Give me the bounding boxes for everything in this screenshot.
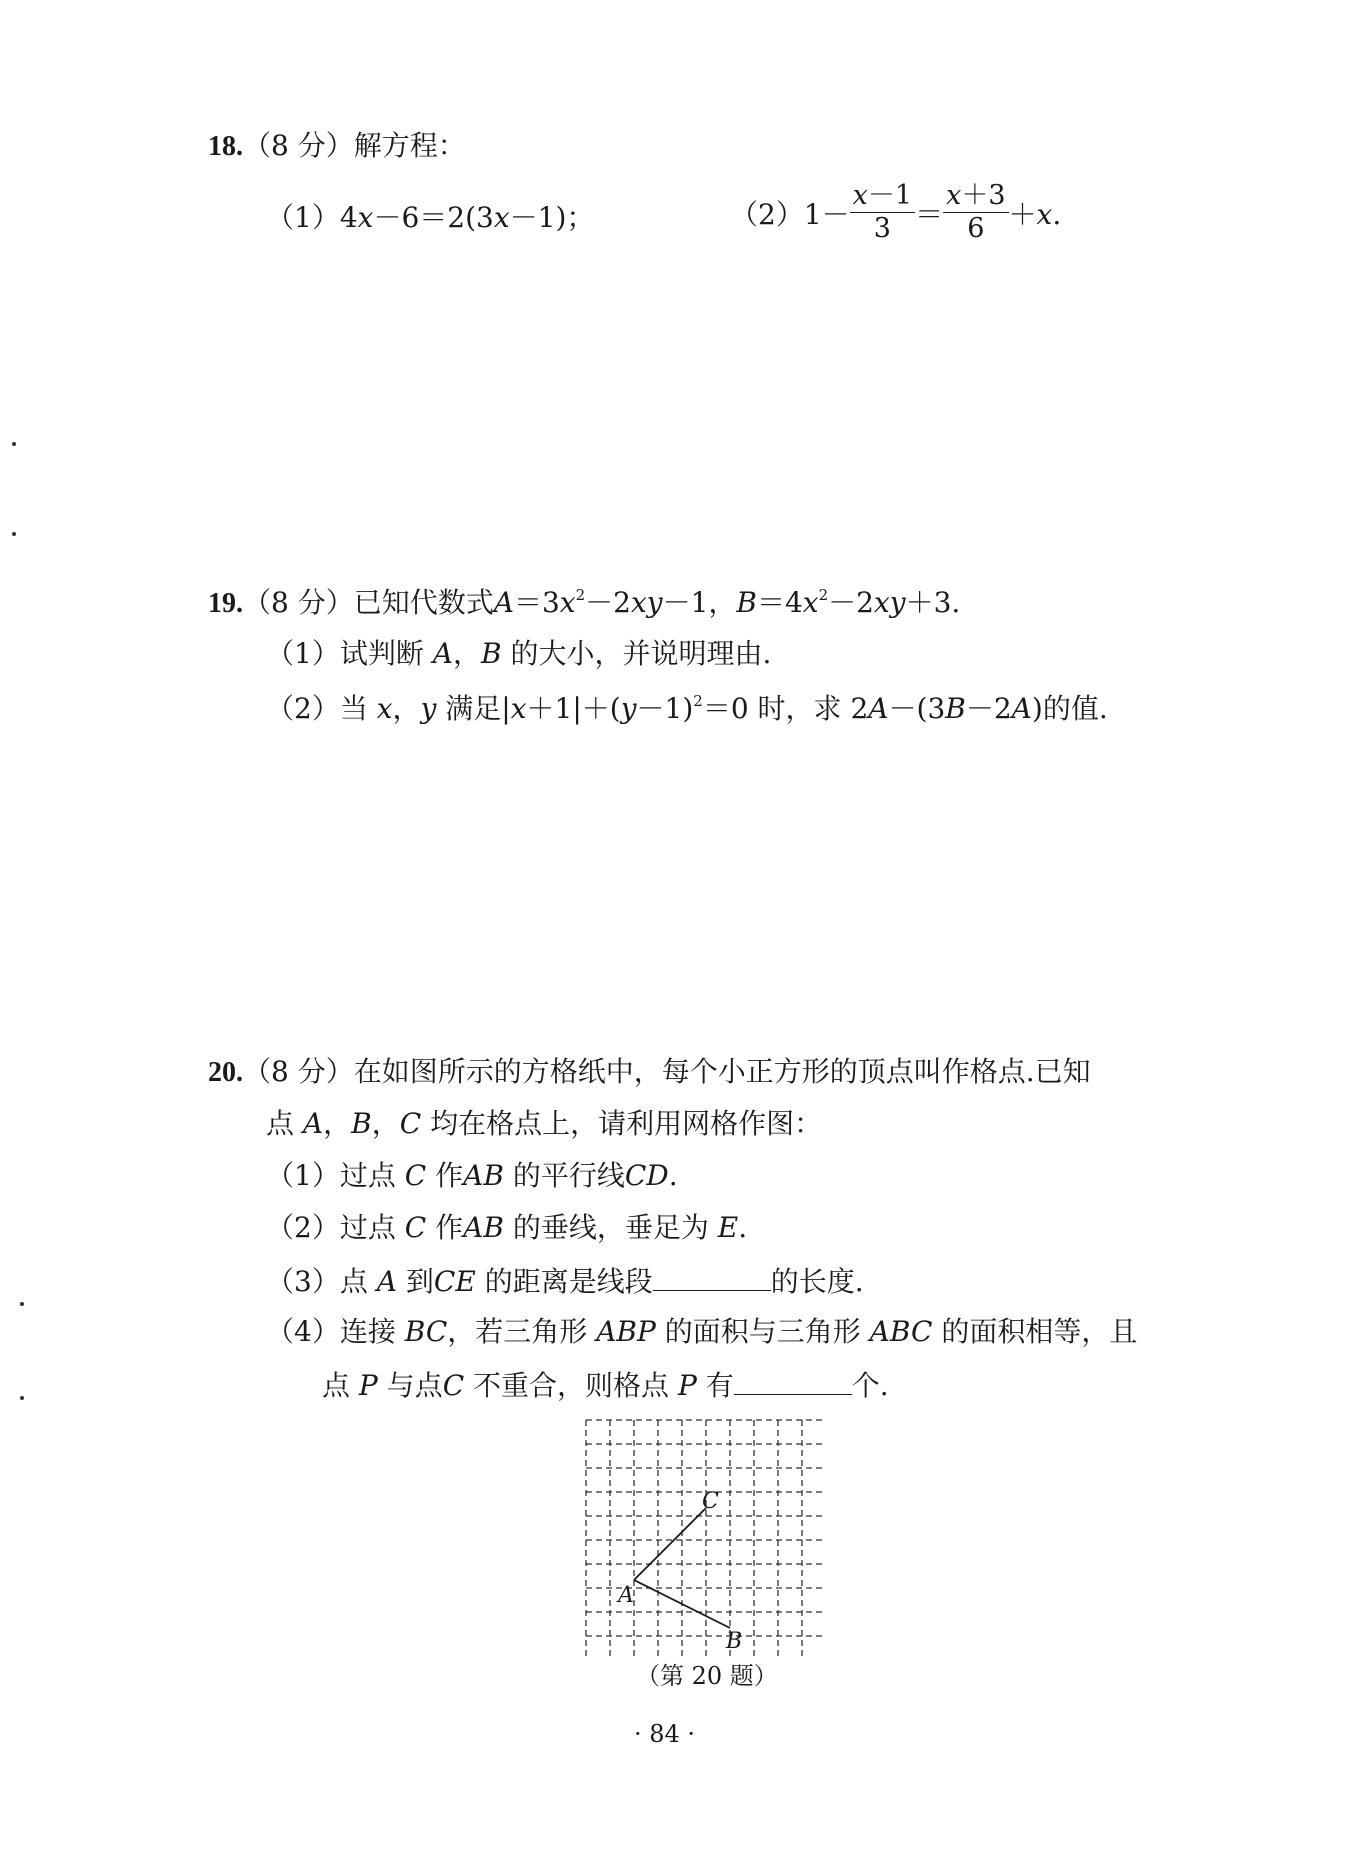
q20-part4-P2: P [677, 1369, 697, 1402]
q19-part2-sq: 2 [693, 692, 703, 710]
q19-part2-x2: x [510, 692, 527, 725]
q19-part2-sep: ， [392, 692, 421, 725]
q19-part2-label: （2） [266, 692, 340, 725]
q19-part2-t6: －(3 [888, 692, 946, 725]
q20-part1-t3: 的平行线 [512, 1159, 625, 1192]
q20-part3-label: （3） [266, 1265, 340, 1298]
q20-part1-t2: 作 [435, 1159, 464, 1192]
q20-part1-t1: 过点 [339, 1159, 396, 1192]
q19-part2-A2: A [1011, 692, 1032, 725]
q20-part4-t2: ，若三角形 [447, 1315, 588, 1348]
q18-part2-frac2-denominator: 6 [967, 213, 985, 245]
q18-intro: （8 分）解方程： [243, 129, 466, 162]
grid-lines [586, 1420, 822, 1656]
q20-line2 [266, 1107, 823, 1140]
q18-part2 [730, 182, 1061, 248]
scan-speck [12, 532, 16, 536]
q20-line2-s2: ， [371, 1107, 400, 1140]
q19-part1 [266, 637, 772, 670]
q18-part1-eq-a: 4 [339, 201, 358, 234]
q19-part2-t3: ＋1|＋( [526, 692, 621, 725]
q20-part4-answer-blank[interactable] [734, 1370, 852, 1395]
q19-A-eq: ＝3 [513, 586, 560, 619]
q20-figure-caption: （第 20 题） [636, 1662, 778, 1690]
q19-part1-t2: 的大小，并说明理由. [510, 637, 772, 670]
q20-line2-B: B [351, 1107, 372, 1140]
q19-part1-sep: ， [452, 637, 481, 670]
q20-grid-figure [582, 1416, 822, 1656]
q20-part1-label: （1） [266, 1159, 340, 1192]
q20-part3-answer-blank[interactable] [653, 1266, 771, 1291]
q19-heading [208, 588, 960, 618]
q20-part1-t4: . [668, 1159, 678, 1192]
scan-speck [20, 1302, 24, 1306]
q19-B-sq: 2 [818, 586, 829, 604]
q18-part2-frac2-var: x [946, 180, 962, 211]
q20-part4-ABP: ABP [596, 1315, 656, 1348]
q19-A-xy: xy [630, 586, 663, 619]
scan-speck [20, 1396, 24, 1400]
q19-B-end: ＋3. [905, 586, 961, 619]
q20-part2-AB: AB [463, 1211, 504, 1244]
q20-heading [208, 1055, 1091, 1088]
q20-line2-t1: 点 [266, 1107, 295, 1140]
q20-part4-t8: 有 [705, 1369, 734, 1402]
q20-part1-C: C [404, 1159, 427, 1192]
q20-line2-A: A [302, 1107, 324, 1140]
q19-part2-A: A [868, 692, 889, 725]
q19-part2-y: y [420, 692, 437, 725]
q20-part4-t3: 的面积与三角形 [664, 1315, 861, 1348]
q20-part4-t7: 不重合，则格点 [473, 1369, 670, 1402]
q18-part2-label: （2） [730, 197, 804, 231]
q19-part2 [266, 694, 1108, 723]
q19-intro: （8 分）已知代数式 [243, 586, 494, 619]
q20-part4-ABC: ABC [869, 1315, 933, 1348]
q18-part2-frac1-numerator [850, 180, 915, 213]
q18-part1 [266, 201, 595, 234]
q18-part1-eq-b: －6＝2(3 [373, 201, 494, 234]
q20-part4-P: P [358, 1369, 378, 1402]
scan-speck [12, 442, 16, 446]
point-label-A: A [618, 1583, 634, 1608]
point-label-B: B [726, 1629, 743, 1654]
q18-part2-equals: ＝ [915, 197, 944, 231]
segment-AC [634, 1508, 706, 1580]
q20-part3-t3: 的距离是线段 [484, 1265, 653, 1298]
q19-B-m: －2 [828, 586, 874, 619]
q20-part4-t5: 点 [322, 1369, 351, 1402]
q20-part3 [266, 1266, 864, 1296]
q20-part4-t4: 的面积相等，且 [941, 1315, 1138, 1348]
page-number: · 84 · [634, 1720, 696, 1748]
q19-number: 19. [208, 588, 243, 619]
q19-part1-A: A [432, 637, 453, 670]
q19-part2-t2: 满足| [445, 692, 511, 725]
q20-part4-t6: 与点 [386, 1369, 443, 1402]
q18-part2-frac1-rest: －1 [867, 180, 913, 211]
q20-part3-CE: CE [433, 1265, 476, 1298]
q20-part4-C: C [442, 1369, 465, 1402]
q20-part4-BC: BC [404, 1315, 448, 1348]
q19-A-sq: 2 [575, 586, 586, 604]
q18-part2-fraction-2 [943, 180, 1008, 246]
q20-part2-E: E [717, 1211, 739, 1244]
q18-part2-frac1-var: x [852, 180, 868, 211]
q19-B-xy: xy [873, 586, 906, 619]
q20-part2-t4: . [738, 1211, 748, 1244]
q20-part4-label: （4） [266, 1315, 340, 1348]
q18-part1-eq-x1: x [357, 201, 374, 234]
q18-part2-tail-end: . [1052, 197, 1062, 231]
q19-part2-t8: )的值. [1031, 692, 1108, 725]
q18-part2-frac1-denominator: 3 [873, 213, 891, 245]
q20-part2-t3: 的垂线，垂足为 [512, 1211, 709, 1244]
q20-part2-t1: 过点 [339, 1211, 396, 1244]
q19-part1-B: B [481, 637, 502, 670]
q20-part2 [266, 1211, 748, 1244]
q19-part2-t5: ＝0 时，求 2 [702, 692, 869, 725]
q19-part2-t4: －1) [636, 692, 694, 725]
q19-B-x: x [802, 586, 819, 619]
q20-part2-C: C [404, 1211, 427, 1244]
q19-part2-t7: －2 [965, 692, 1012, 725]
q20-part3-t1: 点 [339, 1265, 368, 1298]
q19-A-x: x [559, 586, 576, 619]
q20-number: 20. [208, 1057, 243, 1088]
q20-part3-A: A [376, 1265, 397, 1298]
q18-part1-label: （1） [266, 201, 340, 234]
q20-part1 [266, 1159, 678, 1192]
q19-part1-label: （1） [266, 637, 340, 670]
q20-intro: （8 分）在如图所示的方格纸中，每个小正方形的顶点叫作格点.已知 [243, 1055, 1091, 1088]
q18-part2-frac2-numerator [943, 180, 1008, 213]
q18-part2-lead: 1－ [803, 197, 850, 231]
q19-part2-y2: y [620, 692, 637, 725]
q19-A-end: －1， [662, 586, 737, 619]
q19-var-B: B [736, 586, 757, 619]
q19-part2-t1: 当 [339, 692, 368, 725]
q18-part1-eq-x2: x [493, 201, 510, 234]
q20-part3-t2: 到 [405, 1265, 434, 1298]
q18-part2-frac2-rest: ＋3 [961, 180, 1006, 211]
q20-part4-line2 [322, 1370, 889, 1400]
q18-part2-tail-var: x [1036, 197, 1053, 231]
q19-part2-B: B [945, 692, 966, 725]
q19-part1-t1: 试判断 [339, 637, 424, 670]
q19-var-A: A [493, 586, 514, 619]
q20-part4-t9: 个. [851, 1369, 889, 1402]
q18-heading [208, 129, 466, 162]
q20-part3-t4: 的长度. [770, 1265, 864, 1298]
q19-B-eq: ＝4 [756, 586, 803, 619]
q18-number: 18. [208, 131, 243, 162]
q20-line2-C: C [399, 1107, 422, 1140]
point-label-C: C [702, 1489, 719, 1514]
q20-part2-label: （2） [266, 1211, 340, 1244]
q19-A-m: －2 [585, 586, 631, 619]
q20-line2-t2: 均在格点上，请利用网格作图： [430, 1107, 823, 1140]
q18-part1-eq-c: －1)； [509, 201, 595, 234]
q19-part2-x: x [376, 692, 393, 725]
q20-part2-t2: 作 [435, 1211, 464, 1244]
q20-part4-t1: 连接 [339, 1315, 396, 1348]
q20-line2-s1: ， [323, 1107, 352, 1140]
q20-part1-AB: AB [463, 1159, 504, 1192]
q18-part2-tail-op: ＋ [1008, 197, 1037, 231]
q20-part1-CD: CD [624, 1159, 669, 1192]
q20-part4-line1 [266, 1315, 1138, 1348]
q18-part2-fraction-1 [850, 180, 915, 246]
